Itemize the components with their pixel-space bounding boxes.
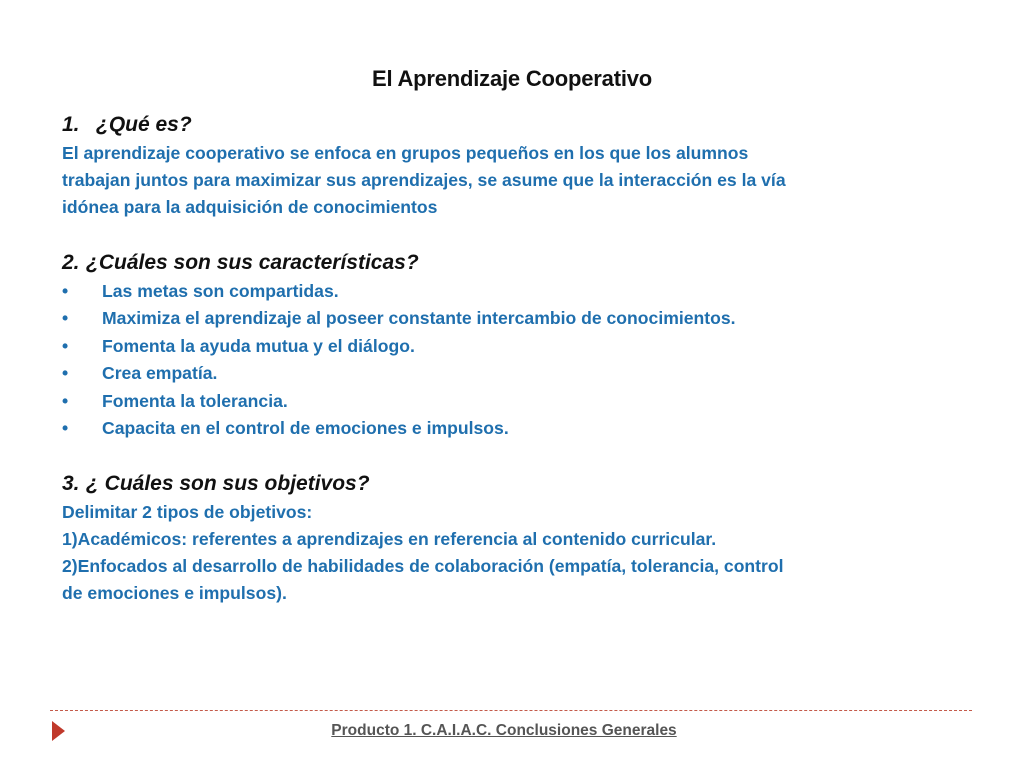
- footer-link[interactable]: Producto 1. C.A.I.A.C. Conclusiones Generales: [331, 722, 677, 739]
- bullet-icon: •: [62, 390, 69, 411]
- list-item-text: Capacita en el control de emociones e impulsos.: [102, 418, 509, 439]
- list-item-text: Fomenta la tolerancia.: [102, 390, 288, 411]
- list-item: [62, 388, 982, 415]
- section-1-paragraph-line: El aprendizaje cooperativo se enfoca en grupos pequeños en los que los alumnos: [62, 143, 749, 163]
- characteristics-list: [62, 278, 982, 442]
- section-1-number: 1.: [62, 113, 80, 136]
- section-1-heading: [62, 110, 982, 140]
- footer-divider: [50, 710, 972, 711]
- list-item-text: Maximiza el aprendizaje al poseer constante intercambio de conocimientos.: [102, 308, 736, 329]
- section-3-heading: [62, 469, 982, 499]
- list-item: [62, 333, 982, 360]
- list-item: [62, 360, 982, 387]
- section-2-title: ¿Cuáles son sus características?: [86, 251, 419, 274]
- bullet-icon: •: [62, 363, 69, 384]
- slide-content: [62, 110, 982, 607]
- section-3-line: 1)Académicos: referentes a aprendizajes en referencia al contenido curricular.: [62, 529, 717, 550]
- section-1-paragraph-line: idónea para la adquisición de conocimientos: [62, 197, 438, 217]
- bullet-icon: •: [62, 308, 69, 329]
- list-item-text: Las metas son compartidas.: [102, 281, 339, 301]
- section-3-line: Delimitar 2 tipos de objetivos:: [62, 502, 313, 523]
- section-3-number: 3.: [62, 472, 80, 496]
- list-item: [62, 415, 982, 442]
- bullet-icon: •: [62, 335, 69, 356]
- spacer: [62, 221, 982, 248]
- list-item: [62, 305, 982, 332]
- list-item-text: Fomenta la ayuda mutua y el diálogo.: [102, 335, 415, 356]
- section-1-title: ¿Qué es?: [96, 113, 192, 136]
- section-3-title: ¿ Cuáles son sus objetivos?: [86, 472, 370, 496]
- list-item-text: Crea empatía.: [102, 363, 218, 384]
- bullet-icon: •: [62, 418, 69, 439]
- section-2-number: 2.: [62, 251, 80, 274]
- section-3-line: de emociones e impulsos).: [62, 583, 287, 604]
- bullet-icon: •: [62, 281, 69, 301]
- slide-title: El Aprendizaje Cooperativo: [371, 66, 653, 91]
- spacer: [62, 442, 982, 469]
- list-item: [62, 278, 982, 305]
- section-2-heading: [62, 248, 982, 278]
- section-3-line: 2)Enfocados al desarrollo de habilidades de colaboración (empatía, tolerancia, control: [62, 556, 784, 577]
- section-1-paragraph-line: trabajan juntos para maximizar sus aprendizajes, se asume que la interacción es la vía: [62, 170, 786, 190]
